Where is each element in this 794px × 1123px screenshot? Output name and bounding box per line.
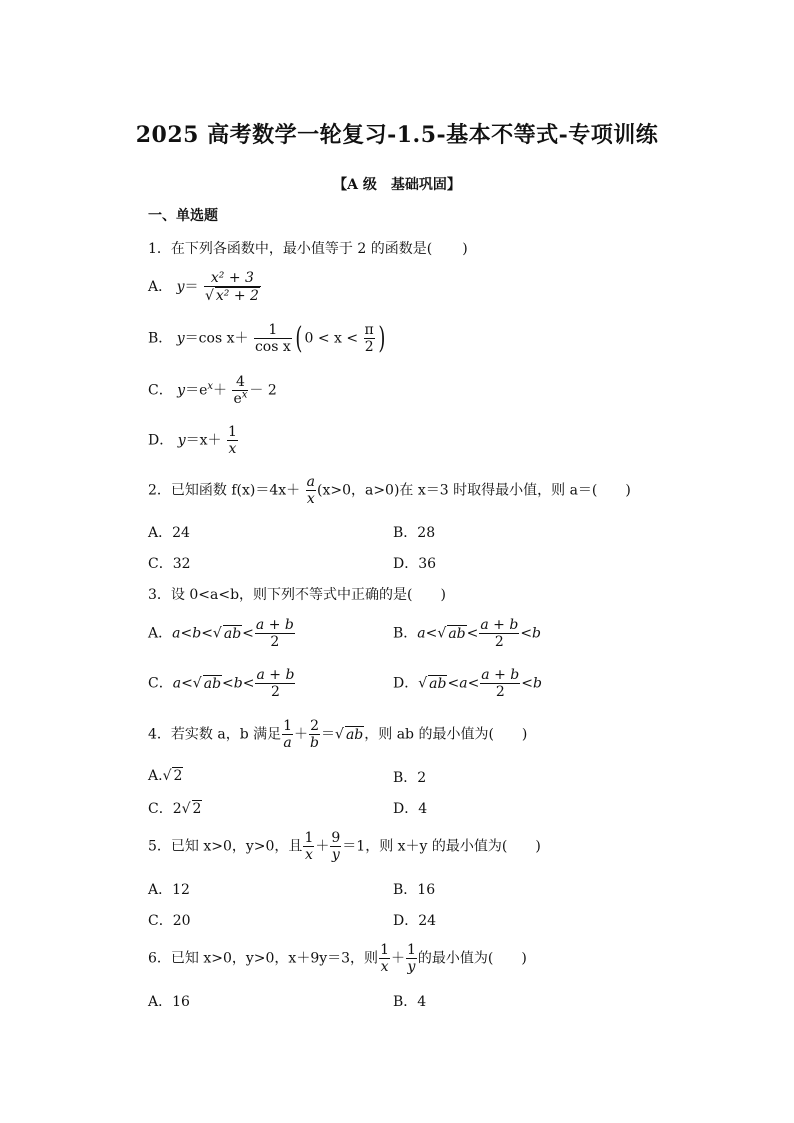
q1-option-d: D． y＝x＋ $\frac{1}{x}$ (148, 424, 237, 457)
q6-option-b: B．4 (393, 994, 427, 1010)
q2-option-a: A．24 (148, 525, 190, 541)
fraction: $\frac{\pi}{2}$ (364, 322, 374, 355)
q2-option-b: B．28 (393, 525, 436, 541)
q5-option-d: D．24 (393, 913, 437, 929)
q1-option-b: B． y＝cos x＋ $\frac{1}{\text{cos x}}$ ( 0 < x < $\frac{\pi}{2}$ ) (148, 320, 386, 356)
fraction: $\frac{a + b}{2}$ (481, 667, 520, 700)
question-3-stem: 3．设 0<a<b，则下列不等式中正确的是( ) (148, 587, 446, 603)
section-heading: 一、单选题 (148, 208, 218, 224)
fraction: $\frac{a + b}{2}$ (480, 617, 519, 650)
q4-option-d: D．4 (393, 801, 428, 817)
q3-option-d: D．√ ab<a< $\frac{a + b}{2}$ <b (393, 667, 542, 700)
q1-option-a: A． y＝ $\frac{\text{x² + 3}}{\text{√ x² + 2}}$ (148, 270, 259, 304)
fraction: $\frac{a + b}{2}$ (255, 617, 294, 650)
fraction: $\frac{a}{x}$ (306, 474, 315, 507)
question-2-stem: 2．已知函数 f(x)＝4x＋ $\frac{a}{x}$ (x>0，a>0)在 x＝3 时取得最小值，则 a＝( ) (148, 474, 631, 507)
q5-option-b: B．16 (393, 882, 436, 898)
q4-option-b: B．2 (393, 770, 427, 786)
fraction: $\frac{1}{a}$ (283, 718, 293, 751)
q2-option-c: C．32 (148, 556, 191, 572)
level-heading: 【A 级 基础巩固】 (333, 177, 461, 193)
fraction: $\frac{1}{x}$ (380, 942, 389, 975)
q4-option-c: C．2√ 2 (148, 801, 202, 817)
fraction: $\frac{a + b}{2}$ (256, 667, 295, 700)
q5-option-a: A．12 (148, 882, 190, 898)
fraction: $\frac{4}{e^x}$ (233, 374, 248, 407)
fraction: $\frac{1}{y}$ (406, 942, 416, 975)
fraction: $\frac{1}{\text{cos x}}$ (254, 322, 291, 355)
question-4-stem: 4．若实数 a，b 满足 $\frac{1}{a}$ ＋ $\frac{2}{b}$ ＝√ ab，则 ab 的最小值为( ) (148, 718, 528, 751)
question-1-stem: 1．在下列各函数中，最小值等于 2 的函数是( ) (148, 241, 468, 257)
question-5-stem: 5．已知 x>0，y>0，且 $\frac{1}{x}$ ＋ $\frac{9}{y}$ ＝1，则 x＋y 的最小值为( ) (148, 830, 541, 863)
fraction: $\frac{\text{x² + 3}}{\text{√ x² + 2}}$ (204, 270, 259, 304)
q3-option-b: B．a<√ ab< $\frac{a + b}{2}$ <b (393, 617, 542, 650)
q2-option-d: D．36 (393, 556, 437, 572)
q4-option-a: A.√ 2 (148, 768, 183, 784)
question-6-stem: 6．已知 x>0，y>0，x＋9y＝3，则 $\frac{1}{x}$ ＋ $\frac{1}{y}$ 的最小值为( ) (148, 942, 527, 975)
q3-option-a: A．a<b<√ ab< $\frac{a + b}{2}$ (148, 617, 294, 650)
fraction: $\frac{9}{y}$ (331, 830, 341, 863)
q1-option-c: C． $y=e^x+$ $\frac{4}{e^x}$ － 2 (148, 374, 277, 407)
q3-option-c: C．a<√ ab<b< $\frac{a + b}{2}$ (148, 667, 295, 700)
fraction: $\frac{1}{x}$ (304, 830, 314, 863)
q5-option-c: C．20 (148, 913, 191, 929)
fraction: $\frac{1}{x}$ (227, 424, 237, 457)
page-title: 2025 高考数学一轮复习-1.5-基本不等式-专项训练 (135, 122, 659, 148)
fraction: $\frac{2}{b}$ (310, 718, 320, 751)
q6-option-a: A．16 (148, 994, 190, 1010)
